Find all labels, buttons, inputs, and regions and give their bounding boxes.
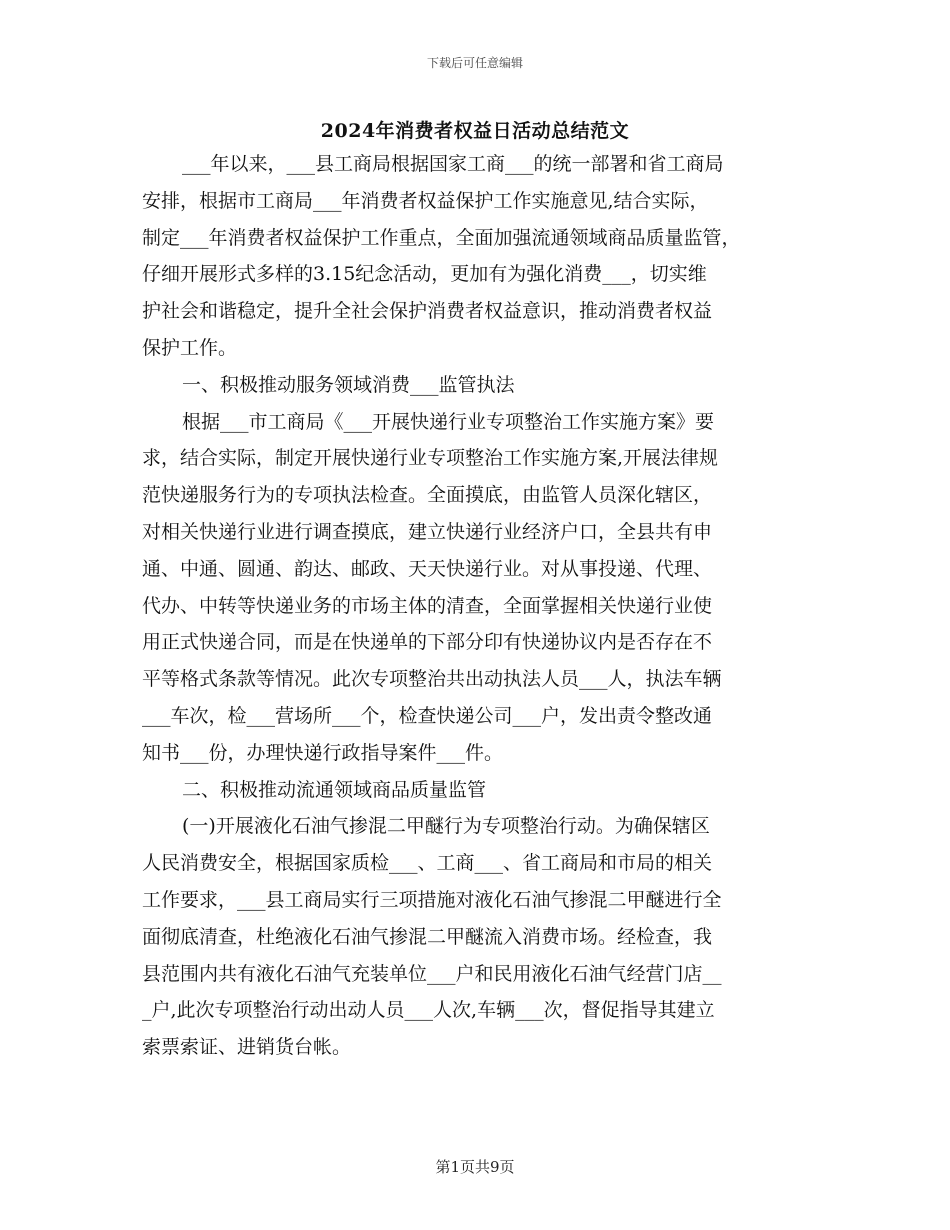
body-text-line: 一、积极推动服务领域消费___监管执法	[182, 373, 515, 396]
body-text-line: 二、积极推动流通领域商品质量监管	[182, 778, 487, 801]
body-text-line: 求，结合实际，制定开展快递行业专项整治工作实施方案,开展法律规	[142, 447, 719, 470]
body-text-line: 面彻底清查，杜绝液化石油气掺混二甲醚流入消费市场。经检查，我	[142, 925, 713, 948]
body-text-line: 对相关快递行业进行调查摸底，建立快递行业经济户口，全县共有申	[142, 520, 713, 543]
body-text-line: 工作要求，___县工商局实行三项措施对液化石油气掺混二甲醚进行全	[142, 888, 722, 911]
page-header-note: 下载后可任意编辑	[426, 56, 523, 70]
document-body	[142, 146, 810, 1066]
body-text-line: ___车次，检___营场所___个，检查快递公司___户，发出责令整改通	[142, 704, 713, 727]
body-text-line: 平等格式条款等情况。此次专项整治共出动执法人员___人，执法车辆	[142, 668, 722, 691]
body-text-line: (一)开展液化石油气掺混二甲醚行为专项整治行动。为确保辖区	[182, 815, 710, 838]
body-text-line: 仔细开展形式多样的3.15纪念活动，更加有为强化消费___，切实维	[142, 263, 707, 286]
body-text-line: 县范围内共有液化石油气充装单位___户和民用液化石油气经营门店__	[142, 962, 722, 985]
body-text-line: 保护工作。	[142, 336, 238, 359]
page-number-indicator: 第1页共9页	[435, 1158, 515, 1176]
body-text-line: 安排，根据市工商局___年消费者权益保护工作实施意见,结合实际，	[142, 189, 709, 212]
body-text-line: 范快递服务行为的专项执法检查。全面摸底，由监管人员深化辖区，	[142, 484, 713, 507]
body-text-line: 用正式快递合同，而是在快递单的下部分印有快递协议内是否存在不	[142, 631, 713, 654]
body-text-line: 代办、中转等快递业务的市场主体的清查，全面掌握相关快递行业使	[142, 594, 713, 617]
body-text-line: 通、中通、圆通、韵达、邮政、天天快递行业。对从事投递、代理、	[142, 557, 713, 580]
body-text-line: ___年以来，___县工商局根据国家工商___的统一部署和省工商局	[182, 153, 724, 175]
body-text-line: 根据___市工商局《___开展快递行业专项整治工作实施方案》要	[182, 410, 715, 433]
body-text-line: 护社会和谐稳定，提升全社会保护消费者权益意识，推动消费者权益	[142, 300, 713, 323]
body-text-line: 知书___份，办理快递行政指导案件___件。	[142, 741, 504, 764]
body-text-line: 制定___年消费者权益保护工作重点，全面加强流通领域商品质量监管，	[142, 226, 741, 249]
document-title: 2024年消费者权益日活动总结范文	[320, 120, 630, 142]
body-text-line: 索票索证、进销货台帐。	[142, 1036, 352, 1059]
body-text-line: _户,此次专项整治行动出动人员___人次,车辆___次，督促指导其建立	[142, 999, 715, 1022]
body-text-line: 人民消费安全，根据国家质检___、工商___、省工商局和市局的相关	[142, 852, 713, 875]
